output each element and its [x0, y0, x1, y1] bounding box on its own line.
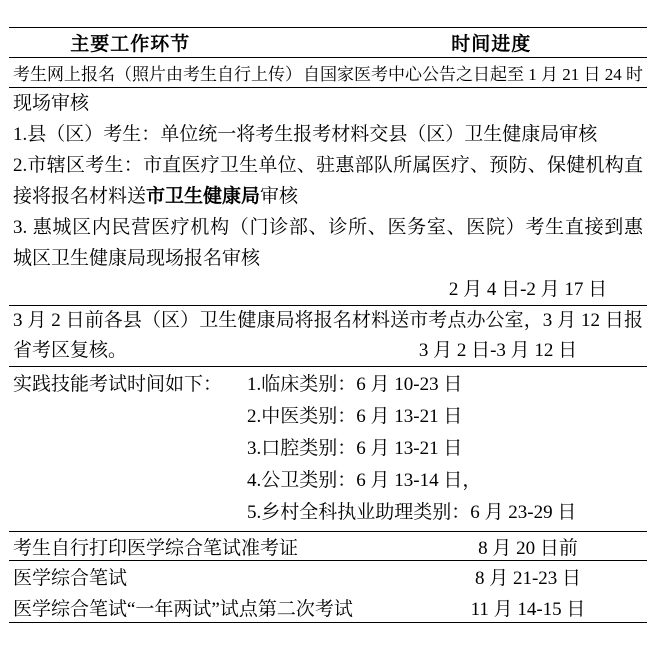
header-main-steps: 主要工作环节 — [70, 34, 191, 55]
second-written-exam-date: 11 月 14-15 日 — [470, 598, 586, 620]
practical-item-tcm: 2.中医类别：6 月 13-21 日 — [247, 406, 463, 427]
practical-item-dental: 3.口腔类别：6 月 13-21 日 — [247, 438, 463, 459]
second-written-exam-label: 医学综合笔试“一年两试”试点第二次考试 — [13, 598, 353, 620]
written-exam-label: 医学综合笔试 — [13, 568, 128, 589]
practical-exam-label: 实践技能考试时间如下： — [13, 374, 223, 395]
row-second-written-exam — [9, 592, 647, 623]
table-header-row — [9, 28, 647, 58]
materials-submission-line1: 3 月 2 日前各县（区）卫生健康局将报名材料送市考点办公室，3 月 12 日报 — [13, 310, 643, 331]
onsite-review-item1: 1.县（区）考生：单位统一将考生报考材料交县（区）卫生健康局审核 — [13, 124, 598, 145]
onsite-review-date-line — [13, 274, 643, 305]
written-exam-date: 8 月 21-23 日 — [474, 568, 582, 589]
practical-item-rural: 5.乡村全科执业助理类别：6 月 23-29 日 — [247, 502, 577, 523]
onsite-review-item2-line1: 2.市辖区考生：市直医疗卫生单位、驻惠部队所属医疗、预防、保健机构直 — [13, 155, 643, 176]
onsite-review-item3-line2: 城区卫生健康局现场报名审核 — [13, 248, 261, 269]
onsite-review-date: 2 月 4 日-2 月 17 日 — [448, 279, 608, 300]
row-written-exam — [9, 561, 647, 592]
materials-submission-line2 — [13, 336, 643, 366]
row-onsite-review — [9, 88, 647, 306]
onsite-review-item2-line2: 接将报名材料送市卫生健康局审核 — [13, 186, 299, 207]
onsite-review-item3-line1: 3. 惠城区内民营医疗机构（门诊部、诊所、医务室、医院）考生直接到惠 — [13, 217, 643, 238]
header-time-progress: 时间进度 — [451, 34, 532, 55]
row-online-registration — [9, 58, 647, 88]
materials-submission-date: 3 月 2 日-3 月 12 日 — [418, 340, 578, 361]
row-admission-ticket — [9, 532, 647, 561]
materials-submission-text: 省考区复核。 — [13, 340, 128, 361]
row-practical-exam — [9, 367, 647, 532]
row-materials-submission — [9, 306, 647, 367]
practical-item-clinical: 1.临床类别：6 月 10-23 日 — [247, 374, 463, 395]
schedule-table — [9, 27, 647, 623]
practical-item-publichealth: 4.公卫类别：6 月 13-14 日， — [247, 470, 482, 491]
online-registration-time: 自国家医考中心公告之日起至 1 月 21 日 24 时 — [303, 65, 643, 84]
practical-exam-items — [247, 369, 576, 529]
onsite-review-title: 现场审核 — [13, 93, 90, 114]
bold-city-health-bureau: 市卫生健康局 — [146, 186, 261, 207]
admission-ticket-date: 8 月 20 日前 — [478, 537, 578, 559]
online-registration-label: 考生网上报名（照片由考生自行上传） — [13, 65, 302, 84]
admission-ticket-label: 考生自行打印医学综合笔试准考证 — [13, 537, 299, 559]
